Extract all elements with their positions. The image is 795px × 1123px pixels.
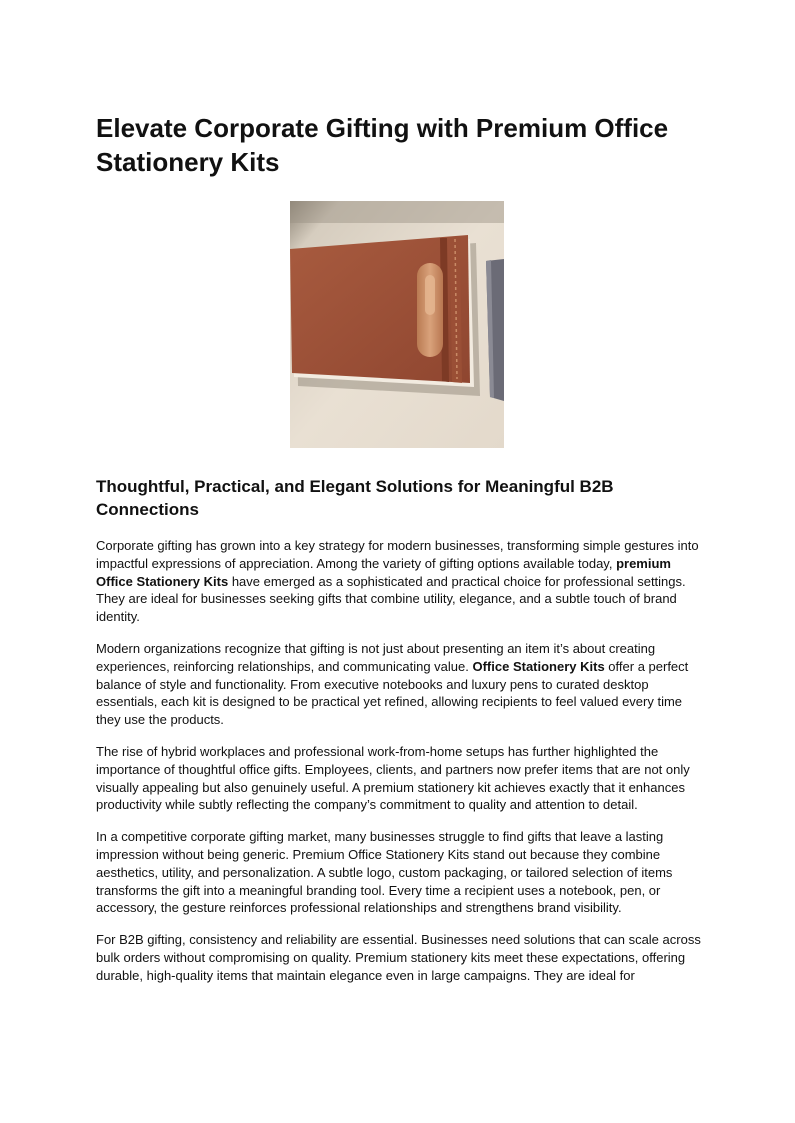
paragraph bbox=[96, 640, 702, 729]
paragraph-bold-text: Office Stationery Kits bbox=[472, 658, 605, 674]
paragraph-text: The rise of hybrid workplaces and professional work-from-home setups has further highlighted the importance of thoughtful office gifts. Employees, clients, and partners now prefer items that are not only visually appealing but also genuinely useful. A premium stationery kit achieves exactly that it enhances productivity while subtly reflecting the company’s commitment to quality and attention to detail. bbox=[96, 743, 690, 813]
notebook-with-pen-photo-icon bbox=[290, 201, 504, 448]
paragraph-text: Corporate gifting has grown into a key strategy for modern businesses, transforming simple gestures into impactful expressions of appreciation. Among the variety of gifting options available today, bbox=[96, 538, 699, 571]
paragraph-bold-text: premium Office Stationery Kits bbox=[96, 555, 671, 589]
article-body bbox=[96, 537, 702, 999]
paragraph bbox=[96, 931, 702, 984]
paragraph-text: offer a perfect balance of style and functionality. From executive notebooks and luxury pens to curated desktop essentials, each kit is designed to be practical yet refined, allowing recipients to feel valued every time they use the products. bbox=[96, 658, 689, 728]
paragraph bbox=[96, 828, 702, 917]
paragraph-text: In a competitive corporate gifting market, many businesses struggle to find gifts that leave a lasting impression without being generic. Premium Office Stationery Kits stand out because they combine aesthetics, utility, and personalization. A subtle logo, custom packaging, or tailored selection of items transforms the gift into a meaningful branding tool. Every time a recipient uses a notebook, pen, or accessory, the gesture reinforces professional relationships and strengthens brand visibility. bbox=[96, 829, 673, 916]
paragraph bbox=[96, 537, 702, 626]
paragraph-text: have emerged as a sophisticated and practical choice for professional settings. They are ideal for businesses seeking gifts that combine utility, elegance, and a subtle touch of brand identity. bbox=[96, 573, 686, 625]
section-subtitle: Thoughtful, Practical, and Elegant Solutions for Meaningful B2B Connections bbox=[96, 477, 614, 519]
paragraph bbox=[96, 743, 702, 814]
page-title: Elevate Corporate Gifting with Premium Office Stationery Kits bbox=[96, 113, 669, 177]
paragraph-text: Modern organizations recognize that gifting is not just about presenting an item it’s about creating experiences, reinforcing relationships, and communicating value. bbox=[96, 640, 656, 674]
paragraph-text: For B2B gifting, consistency and reliability are essential. Businesses need solutions that can scale across bulk orders without compromising on quality. Premium stationery kits meet these expectations, offering durable, high-quality items that maintain elegance even in large campaigns. They are ideal for bbox=[96, 932, 701, 983]
product-photo bbox=[290, 201, 504, 448]
